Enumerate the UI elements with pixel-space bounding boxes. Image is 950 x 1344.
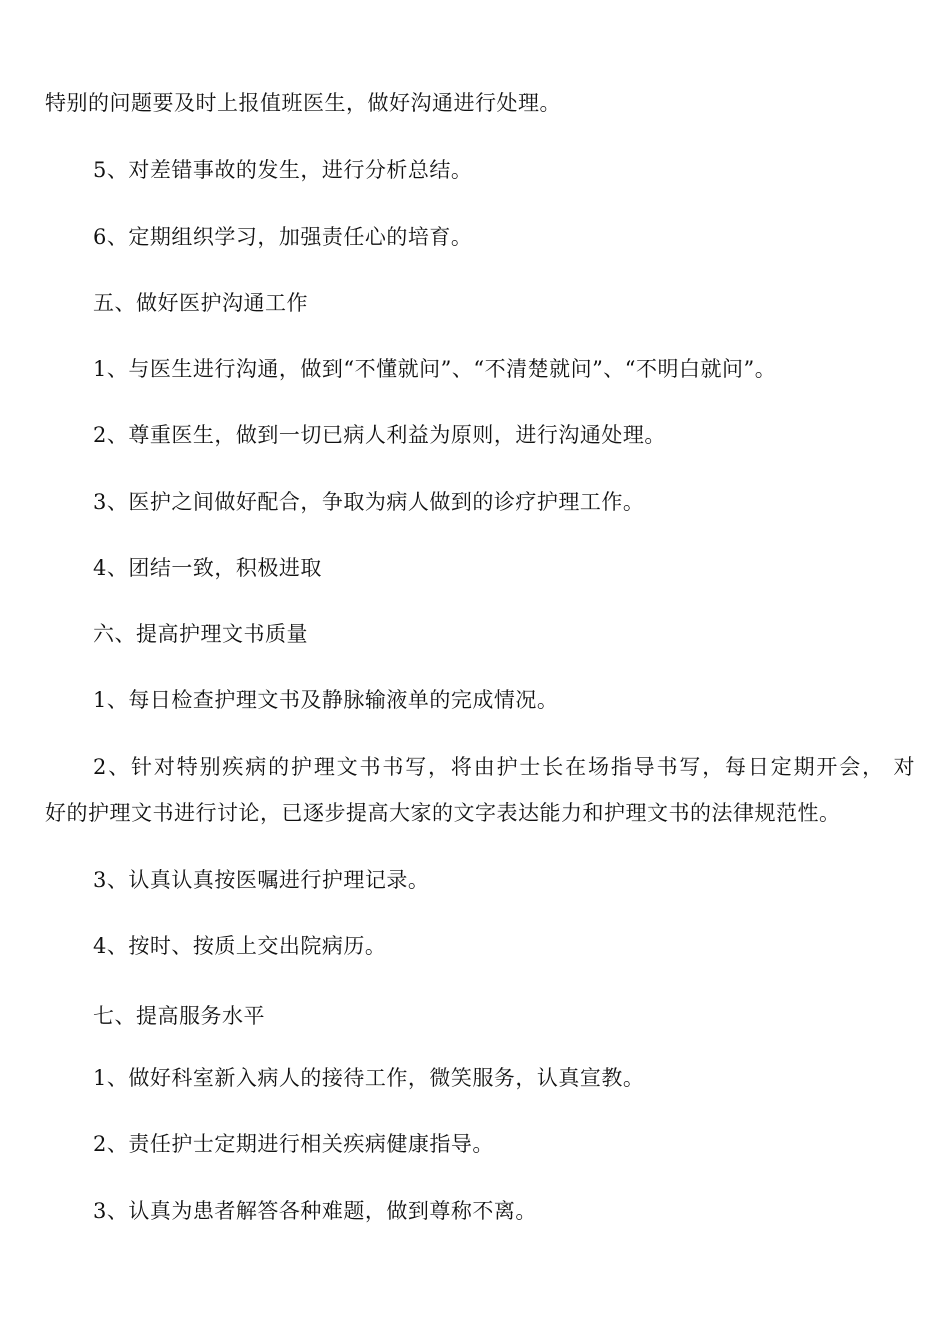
paragraph-item-2-line-2: 好的护理文书进行讨论，已逐步提高大家的文字表达能力和护理文书的法律规范性。 (45, 801, 841, 825)
paragraph-item-1: 1、与医生进行沟通，做到“不懂就问”、“不清楚就问”、“不明白就问”。 (93, 357, 777, 381)
paragraph-item-5: 5、对差错事故的发生，进行分析总结。 (93, 158, 473, 182)
paragraph-item-4: 4、按时、按质上交出院病历。 (93, 934, 387, 958)
paragraph-item-6: 6、定期组织学习，加强责任心的培育。 (93, 225, 473, 249)
paragraph-item-2: 2、责任护士定期进行相关疾病健康指导。 (93, 1132, 494, 1156)
paragraph-item-3: 3、认真认真按医嘱进行护理记录。 (93, 868, 430, 892)
paragraph-item-1: 1、每日检查护理文书及静脉输液单的完成情况。 (93, 688, 559, 712)
paragraph-item-2-line-1: 2、针对特别疾病的护理文书书写，将由护士长在场指导书写，每日定期开会， 对 (93, 755, 915, 779)
section-heading-5: 五、做好医护沟通工作 (93, 291, 308, 315)
section-heading-7: 七、提高服务水平 (93, 1004, 265, 1028)
paragraph-item-2: 2、尊重医生，做到一切已病人利益为原则，进行沟通处理。 (93, 423, 666, 447)
paragraph-item-3: 3、认真为患者解答各种难题，做到尊称不离。 (93, 1199, 537, 1223)
paragraph-item-4: 4、团结一致，积极进取 (93, 556, 322, 580)
section-heading-6: 六、提高护理文书质量 (93, 622, 308, 646)
paragraph-continuation: 特别的问题要及时上报值班医生，做好沟通进行处理。 (45, 91, 561, 115)
paragraph-item-1: 1、做好科室新入病人的接待工作，微笑服务，认真宣教。 (93, 1066, 645, 1090)
paragraph-item-3: 3、医护之间做好配合，争取为病人做到的诊疗护理工作。 (93, 490, 645, 514)
